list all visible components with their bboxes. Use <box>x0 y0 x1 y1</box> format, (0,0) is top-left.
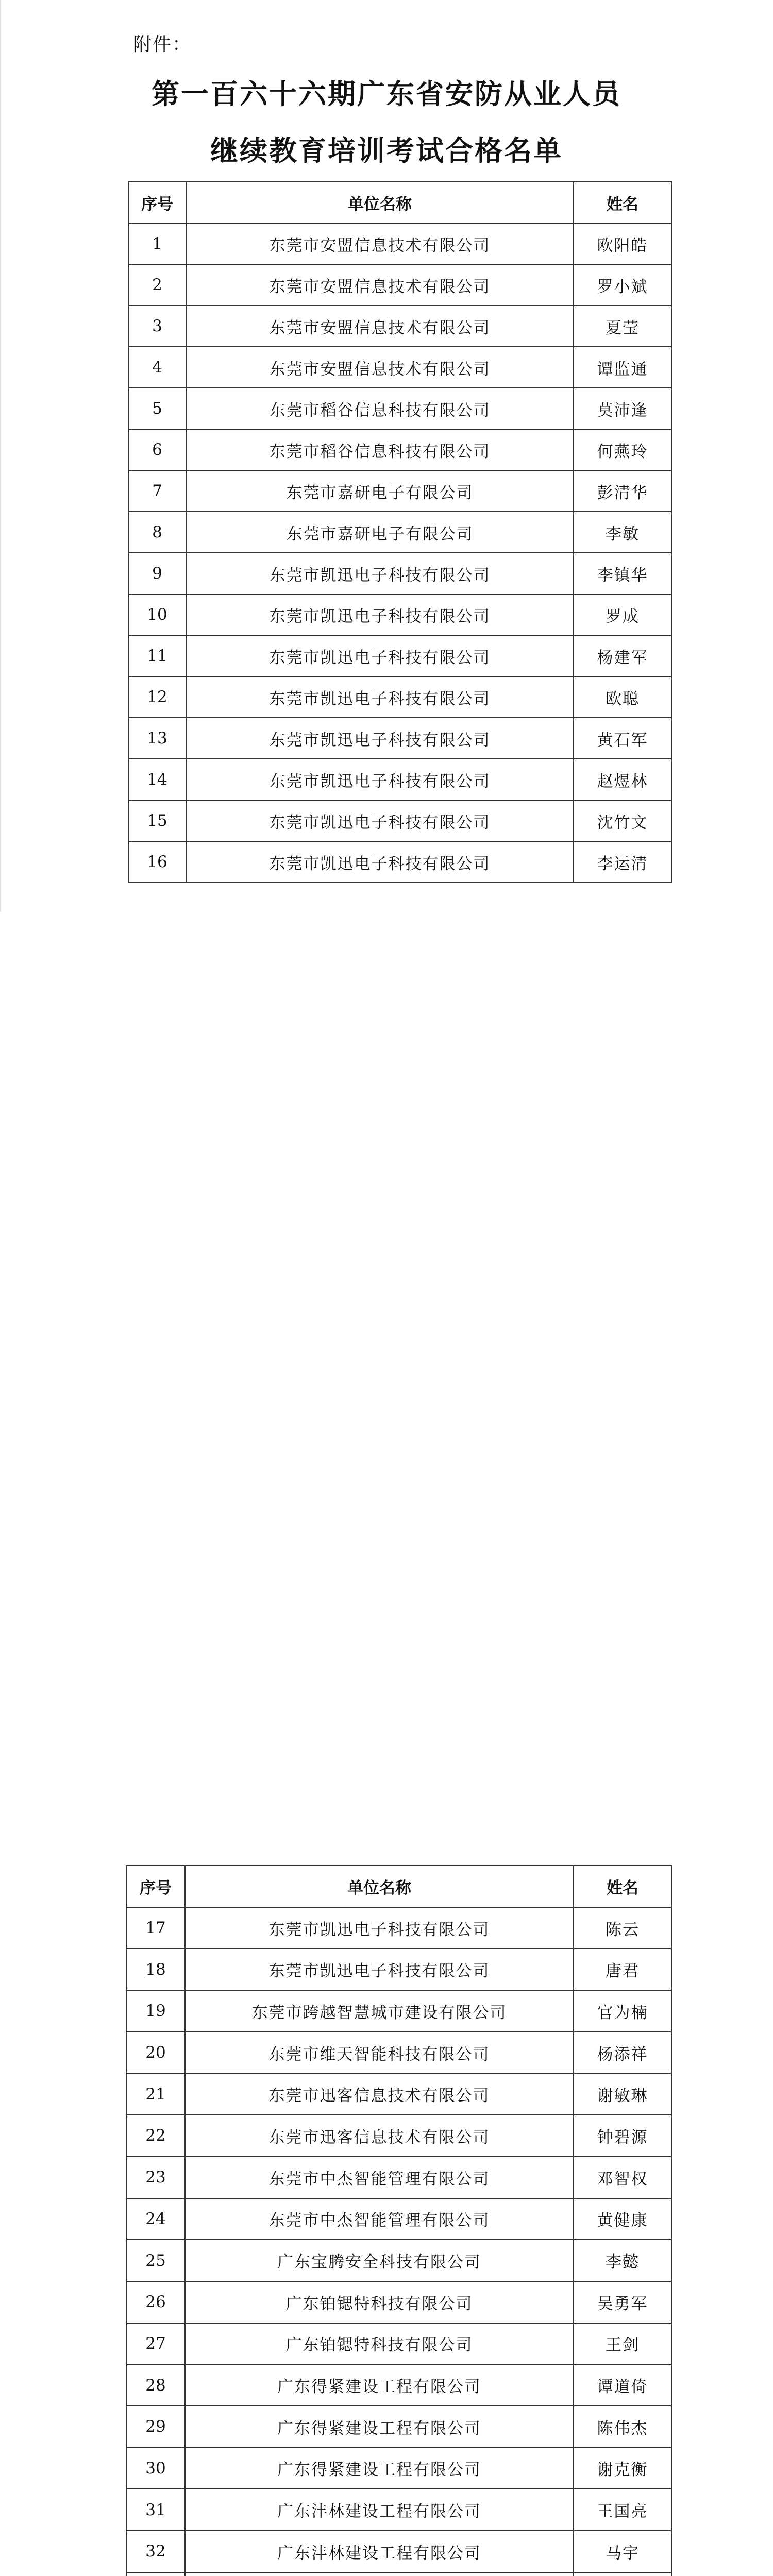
row-number: 25 <box>126 2240 185 2281</box>
table-row <box>126 2531 671 2572</box>
row-person-name: 欧聪 <box>574 676 671 718</box>
row-number: 9 <box>128 553 186 594</box>
row-number: 20 <box>126 2032 185 2074</box>
table-row <box>126 2323 671 2365</box>
row-unit-name: 广东沣林建设工程有限公司 <box>185 2489 574 2531</box>
table-body-2 <box>126 1907 671 2576</box>
row-person-name: 罗小斌 <box>574 264 671 306</box>
row-unit-name: 广东得紧建设工程有限公司 <box>185 2406 574 2448</box>
table-row <box>126 2240 671 2281</box>
header-name: 姓名 <box>574 1866 671 1907</box>
row-person-name: 杨添祥 <box>574 2032 671 2074</box>
table-row <box>126 2073 671 2115</box>
header-unit: 单位名称 <box>185 1866 574 1907</box>
row-unit-name: 东莞市稻谷信息科技有限公司 <box>186 429 574 470</box>
row-person-name: 王国亮 <box>574 2489 671 2531</box>
row-person-name: 谭道倚 <box>574 2364 671 2406</box>
row-person-name: 罗成 <box>574 594 671 635</box>
row-unit-name: 东莞市安盟信息技术有限公司 <box>186 306 574 347</box>
table-row <box>126 2572 671 2576</box>
table-row <box>128 800 671 841</box>
row-person-name: 陈伟杰 <box>574 2406 671 2448</box>
row-unit-name: 广东宝腾安全科技有限公司 <box>185 2240 574 2281</box>
row-number: 10 <box>128 594 186 635</box>
row-unit-name: 东莞市迅客信息技术有限公司 <box>185 2115 574 2157</box>
row-unit-name: 广东沣林建设工程有限公司 <box>185 2531 574 2572</box>
row-number: 19 <box>126 1990 185 2032</box>
row-unit-name: 东莞市中杰智能管理有限公司 <box>185 2157 574 2198</box>
table-row <box>128 388 671 429</box>
row-number: 27 <box>126 2323 185 2365</box>
table-row <box>128 429 671 470</box>
row-number: 32 <box>126 2531 185 2572</box>
row-unit-name: 东莞市迅客信息技术有限公司 <box>185 2073 574 2115</box>
table-header-row <box>126 1866 671 1907</box>
row-number: 18 <box>126 1948 185 1990</box>
row-unit-name: 东莞市凯迅电子科技有限公司 <box>186 553 574 594</box>
row-person-name: 彭清华 <box>574 470 671 512</box>
row-number: 6 <box>128 429 186 470</box>
row-number <box>126 2572 185 2576</box>
table-row <box>128 512 671 553</box>
row-person-name: 沈竹文 <box>574 800 671 841</box>
row-person-name: 黄石军 <box>574 718 671 759</box>
row-person-name: 夏莹 <box>574 306 671 347</box>
document-title-line-2: 继续教育培训考试合格名单 <box>210 134 563 167</box>
row-unit-name: 广东得紧建设工程有限公司 <box>185 2364 574 2406</box>
row-person-name: 王剑 <box>574 2323 671 2365</box>
header-number: 序号 <box>126 1866 185 1907</box>
table-row <box>128 841 671 883</box>
row-person-name: 谢敏琳 <box>574 2073 671 2115</box>
row-person-name: 李运清 <box>574 841 671 883</box>
row-number: 22 <box>126 2115 185 2157</box>
row-number: 2 <box>128 264 186 306</box>
row-person-name: 欧阳皓 <box>574 223 671 264</box>
row-number: 13 <box>128 718 186 759</box>
row-person-name: 钟碧源 <box>574 2115 671 2157</box>
row-person-name: 李敏 <box>574 512 671 553</box>
row-number: 26 <box>126 2281 185 2323</box>
row-unit-name: 东莞市维天智能科技有限公司 <box>185 2032 574 2074</box>
row-number: 28 <box>126 2364 185 2406</box>
row-number: 24 <box>126 2198 185 2240</box>
row-unit-name: 东莞市跨越智慧城市建设有限公司 <box>185 1990 574 2032</box>
row-unit-name: 东莞市凯迅电子科技有限公司 <box>186 676 574 718</box>
row-person-name: 谢克衡 <box>574 2448 671 2489</box>
table-row <box>126 2406 671 2448</box>
row-unit-name: 东莞市稻谷信息科技有限公司 <box>186 388 574 429</box>
table-row <box>126 1990 671 2032</box>
row-number: 1 <box>128 223 186 264</box>
table-row <box>128 264 671 306</box>
table-header-row <box>128 182 671 223</box>
table-row <box>128 635 671 676</box>
row-person-name: 李懿 <box>574 2240 671 2281</box>
row-unit-name: 东莞市凯迅电子科技有限公司 <box>186 635 574 676</box>
row-person-name: 杨建军 <box>574 635 671 676</box>
row-unit-name: 东莞市凯迅电子科技有限公司 <box>185 1948 574 1990</box>
table-body-1 <box>128 223 671 883</box>
table-row <box>126 2489 671 2531</box>
row-unit-name: 东莞市安盟信息技术有限公司 <box>186 264 574 306</box>
table-row <box>126 2364 671 2406</box>
row-person-name: 莫沛逢 <box>574 388 671 429</box>
row-number: 8 <box>128 512 186 553</box>
document-page-1 <box>0 0 773 912</box>
row-person-name: 邓智权 <box>574 2157 671 2198</box>
row-number: 3 <box>128 306 186 347</box>
row-number: 31 <box>126 2489 185 2531</box>
row-person-name <box>574 2572 671 2576</box>
table-row <box>126 1907 671 1949</box>
table-row <box>128 759 671 800</box>
row-person-name: 李镇华 <box>574 553 671 594</box>
row-person-name: 陈云 <box>574 1907 671 1949</box>
row-unit-name: 东莞市凯迅电子科技有限公司 <box>185 1907 574 1949</box>
table-row <box>128 594 671 635</box>
row-unit-name: 广东铂锶特科技有限公司 <box>185 2323 574 2365</box>
table-row <box>128 718 671 759</box>
row-person-name: 黄健康 <box>574 2198 671 2240</box>
row-unit-name: 东莞市嘉研电子有限公司 <box>186 470 574 512</box>
attachment-label: 附件： <box>133 34 192 55</box>
table-row <box>126 2198 671 2240</box>
row-person-name: 官为楠 <box>574 1990 671 2032</box>
table-row <box>128 553 671 594</box>
row-unit-name: 东莞市中杰智能管理有限公司 <box>185 2198 574 2240</box>
row-number: 12 <box>128 676 186 718</box>
row-number: 4 <box>128 347 186 388</box>
row-unit-name: 东莞市凯迅电子科技有限公司 <box>186 759 574 800</box>
row-unit-name: 东莞市安盟信息技术有限公司 <box>186 347 574 388</box>
table-row <box>126 2032 671 2074</box>
row-person-name: 吴勇军 <box>574 2281 671 2323</box>
row-unit-name: 东莞市嘉研电子有限公司 <box>186 512 574 553</box>
header-name: 姓名 <box>574 182 671 223</box>
qualified-list-table-1 <box>128 181 672 883</box>
table-row <box>126 2281 671 2323</box>
document-title-line-1: 第一百六十六期广东省安防从业人员 <box>152 77 621 110</box>
document-page-2 <box>0 912 773 2563</box>
row-unit-name: 东莞市凯迅电子科技有限公司 <box>186 841 574 883</box>
row-unit-name: 东莞市安盟信息技术有限公司 <box>186 223 574 264</box>
row-unit-name: 东莞市凯迅电子科技有限公司 <box>186 594 574 635</box>
row-number: 16 <box>128 841 186 883</box>
row-person-name: 马宇 <box>574 2531 671 2572</box>
row-number: 30 <box>126 2448 185 2489</box>
table-row <box>126 1948 671 1990</box>
row-person-name: 何燕玲 <box>574 429 671 470</box>
table-row <box>126 2115 671 2157</box>
table-row <box>126 2157 671 2198</box>
row-number: 17 <box>126 1907 185 1949</box>
row-unit-name: 东莞市凯迅电子科技有限公司 <box>186 718 574 759</box>
row-unit-name: 东莞市凯迅电子科技有限公司 <box>186 800 574 841</box>
row-person-name: 赵煜林 <box>574 759 671 800</box>
row-number: 15 <box>128 800 186 841</box>
row-number: 29 <box>126 2406 185 2448</box>
row-number: 7 <box>128 470 186 512</box>
row-number: 21 <box>126 2073 185 2115</box>
row-person-name: 谭监通 <box>574 347 671 388</box>
row-number: 23 <box>126 2157 185 2198</box>
qualified-list-table-2 <box>126 1865 672 2576</box>
table-row <box>128 306 671 347</box>
row-unit-name: 广东铂锶特科技有限公司 <box>185 2281 574 2323</box>
header-number: 序号 <box>128 182 186 223</box>
row-number: 14 <box>128 759 186 800</box>
header-unit: 单位名称 <box>186 182 574 223</box>
table-row <box>128 676 671 718</box>
row-person-name: 唐君 <box>574 1948 671 1990</box>
table-row <box>128 223 671 264</box>
row-number: 5 <box>128 388 186 429</box>
table-row <box>128 347 671 388</box>
row-unit-name <box>185 2572 574 2576</box>
table-row <box>126 2448 671 2489</box>
table-row <box>128 470 671 512</box>
row-unit-name: 广东得紧建设工程有限公司 <box>185 2448 574 2489</box>
row-number: 11 <box>128 635 186 676</box>
